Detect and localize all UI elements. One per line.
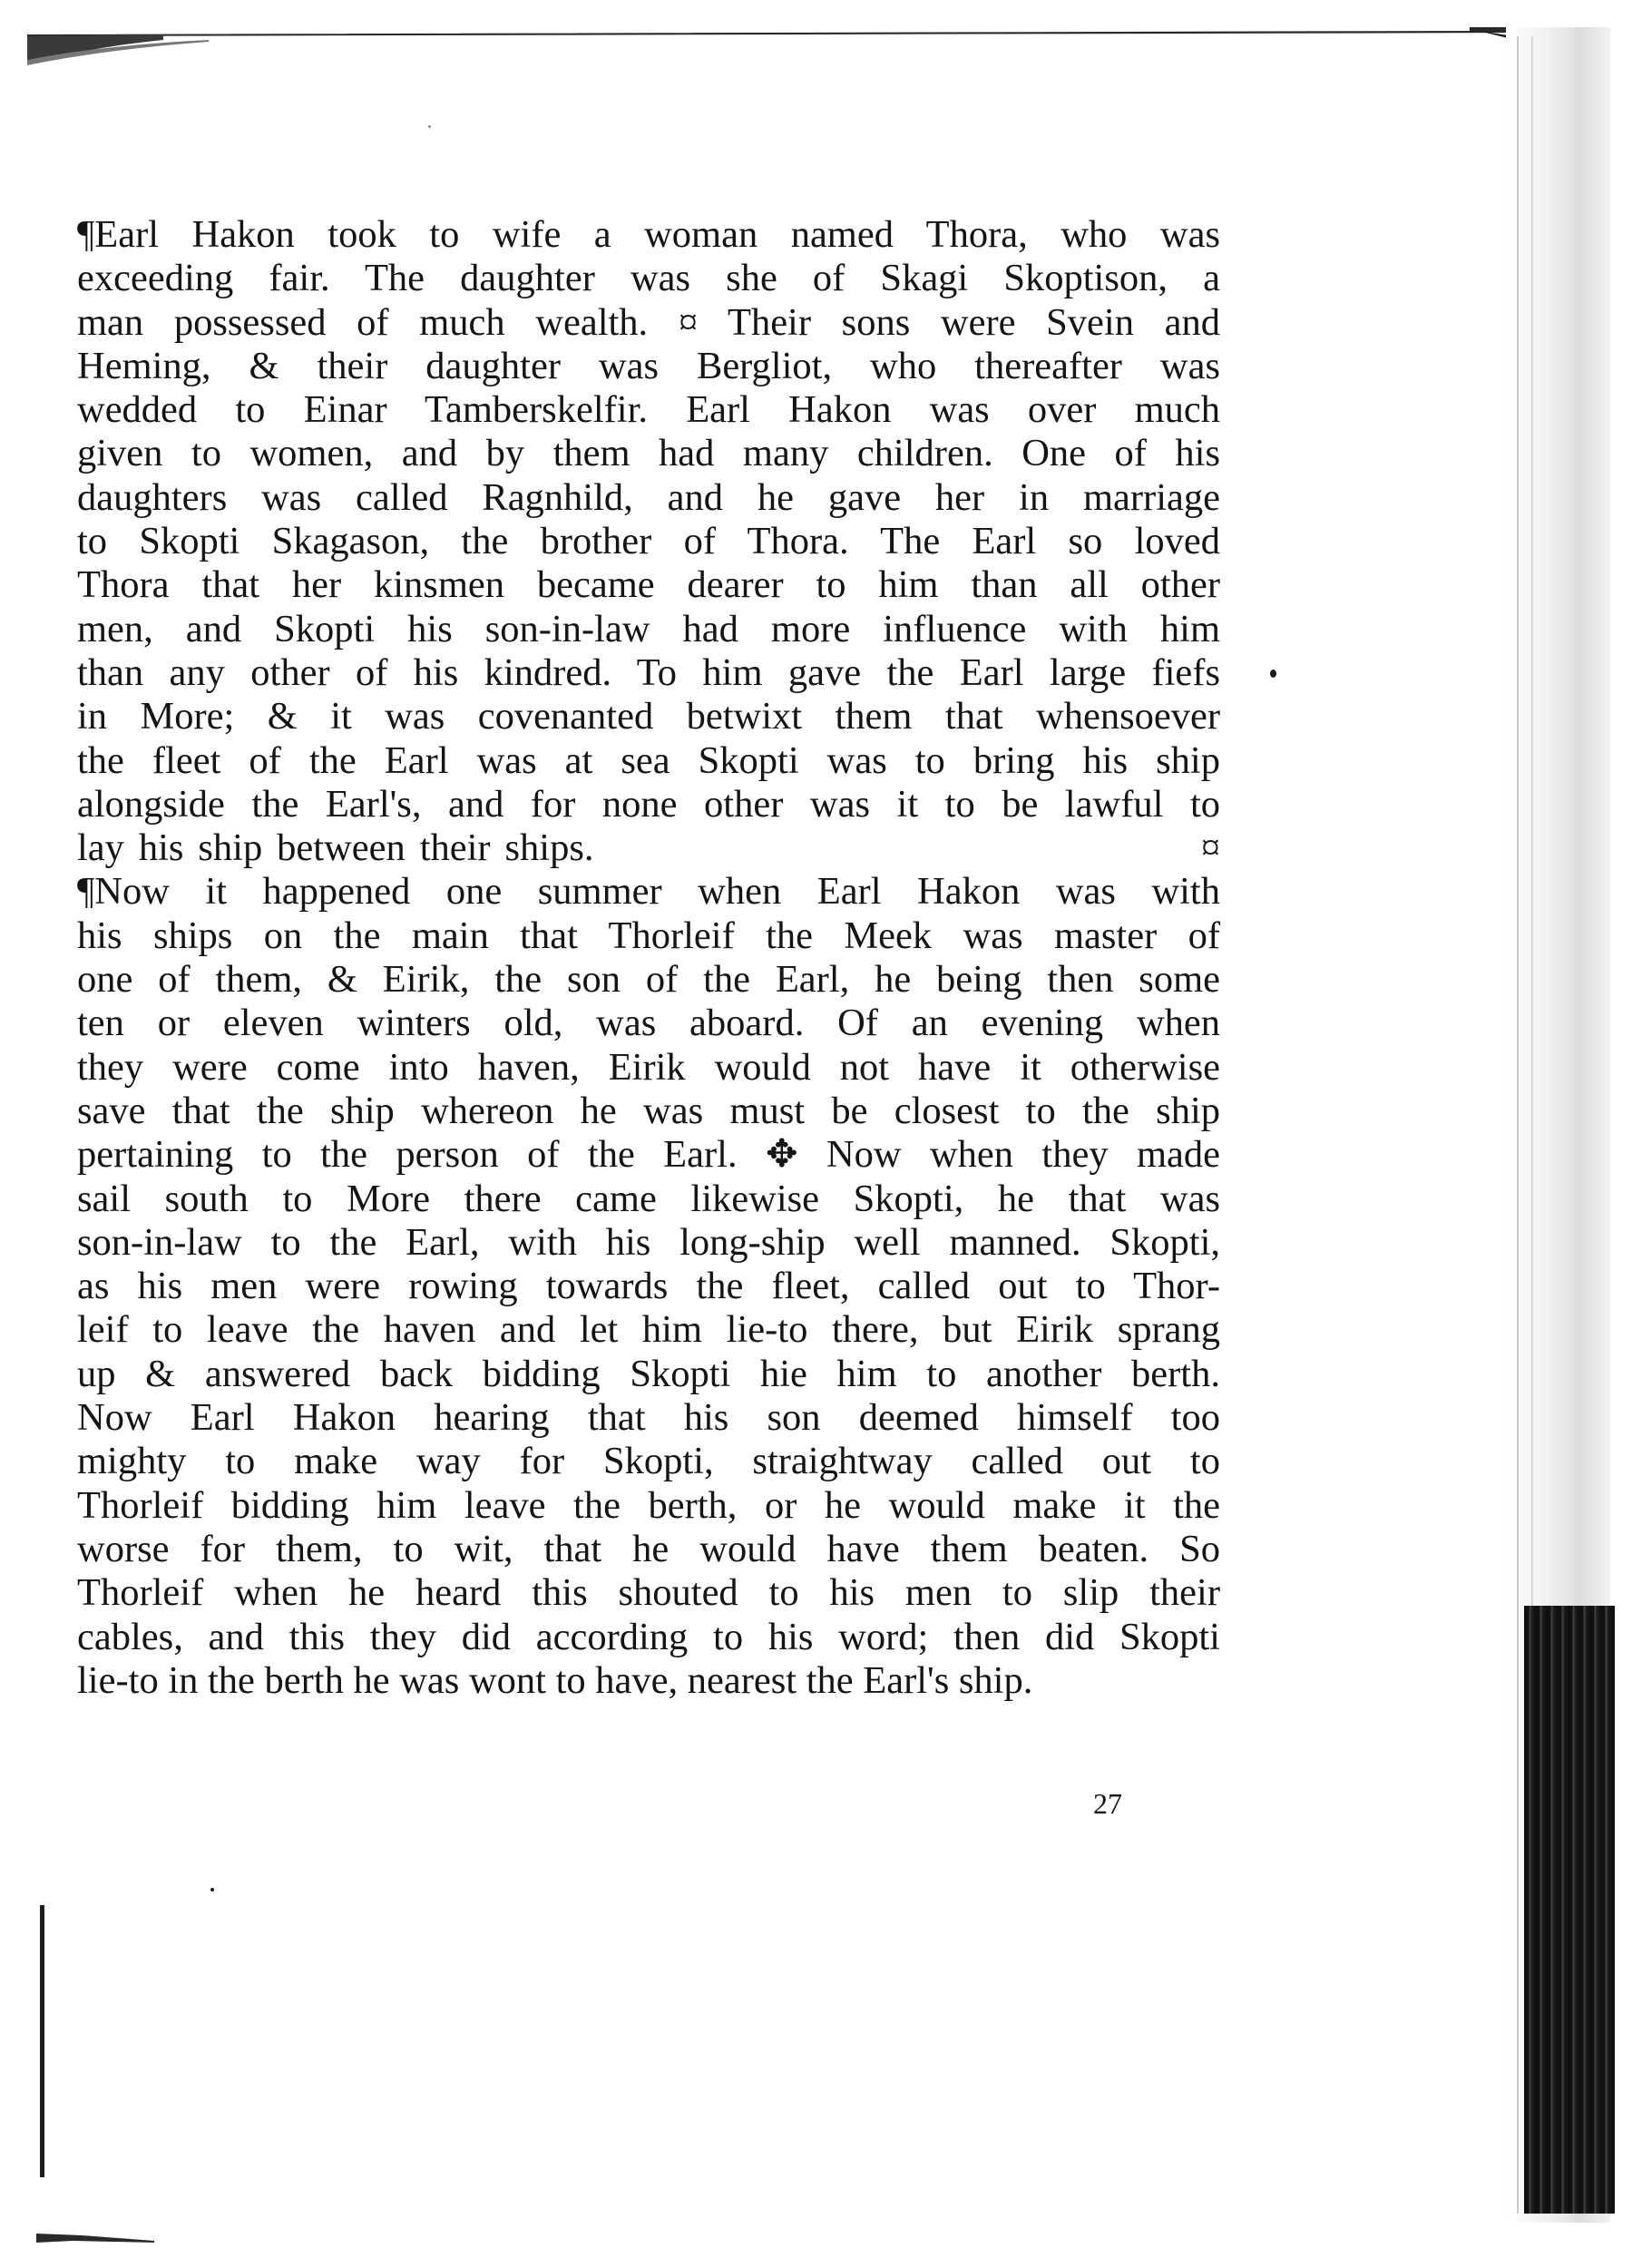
speck (1270, 670, 1276, 678)
page-number: 27 (1093, 1787, 1122, 1820)
text-line: ¶Earl Hakon took to wife a woman named Thora, who was (77, 213, 1220, 256)
text-line: in More; & it was covenanted betwixt them that whensoever (77, 695, 1220, 738)
text-line: wedded to Einar Tamberskelfir. Earl Hakon was over much (77, 388, 1220, 432)
text-line: leif to leave the haven and let him lie-to there, but Eirik sprang (77, 1308, 1220, 1352)
text-line: to Skopti Skagason, the brother of Thora. The Earl so loved (77, 520, 1220, 563)
speck (428, 125, 431, 128)
text-line: given to women, and by them had many children. One of his (77, 432, 1220, 475)
text-line: Heming, & their daughter was Bergliot, who thereafter was (77, 344, 1220, 387)
text-line: cables, and this they did according to his word; then did Skopti (77, 1615, 1220, 1658)
text-line: Now Earl Hakon hearing that his son deemed himself too (77, 1396, 1220, 1440)
text-line: pertaining to the person of the Earl. ✥ Now when they made (77, 1133, 1220, 1177)
text-line: the fleet of the Earl was at sea Skopti was to bring his ship (77, 738, 1220, 782)
text-line: daughters was called Ragnhild, and he gave her in marriage (77, 475, 1220, 519)
text-line: alongside the Earl's, and for none other was it to be lawful to (77, 782, 1220, 826)
gutter-line (1517, 36, 1519, 2214)
bottom-smudge (36, 2232, 154, 2244)
text-line: ten or eleven winters old, was aboard. Of an evening when (77, 1002, 1220, 1045)
text-line: as his men were rowing towards the fleet, called out to Thor- (77, 1265, 1220, 1308)
body-text (77, 213, 1220, 1703)
text-line: they were come into haven, Eirik would not have it otherwise (77, 1045, 1220, 1089)
text-line: sail south to More there came likewise Skopti, he that was (77, 1177, 1220, 1220)
text-line: exceeding fair. The daughter was she of Skagi Skoptison, a (77, 257, 1220, 300)
text-line: lie-to in the berth he was wont to have, nearest the Earl's ship. (77, 1658, 1033, 1702)
text-line: save that the ship whereon he was must be closest to the ship (77, 1089, 1220, 1132)
text-line: his ships on the main that Thorleif the Meek was master of (77, 914, 1220, 957)
text-line: men, and Skopti his son-in-law had more influence with him (77, 607, 1220, 650)
text-line: son-in-law to the Earl, with his long-ship well manned. Skopti, (77, 1220, 1220, 1264)
text-line: mighty to make way for Skopti, straightway called out to (77, 1440, 1220, 1483)
speck (210, 1888, 214, 1892)
text-line: man possessed of much wealth. ¤ Their sons were Svein and (77, 300, 1220, 344)
text-line: ¶Now it happened one summer when Earl Hakon was with (77, 870, 1220, 914)
text-line: than any other of his kindred. To him gave the Earl large fiefs (77, 650, 1220, 694)
gutter-shadow (1524, 1606, 1615, 2214)
text-line: one of them, & Eirik, the son of the Earl, he being then some (77, 958, 1220, 1002)
text-line: Thorleif bidding him leave the berth, or he would make it the (77, 1483, 1220, 1527)
left-edge-mark (40, 1905, 44, 2177)
text-line: worse for them, to wit, that he would have them beaten. So (77, 1527, 1220, 1570)
text-line: Thora that her kinsmen became dearer to him than all other (77, 563, 1220, 607)
text-line: lay his ship between their ships. ¤ (77, 826, 1220, 870)
text-line: Thorleif when he heard this shouted to his men to slip their (77, 1571, 1220, 1615)
text-line: up & answered back bidding Skopti hie him to another berth. (77, 1352, 1220, 1395)
page-top-edge (27, 27, 1569, 91)
